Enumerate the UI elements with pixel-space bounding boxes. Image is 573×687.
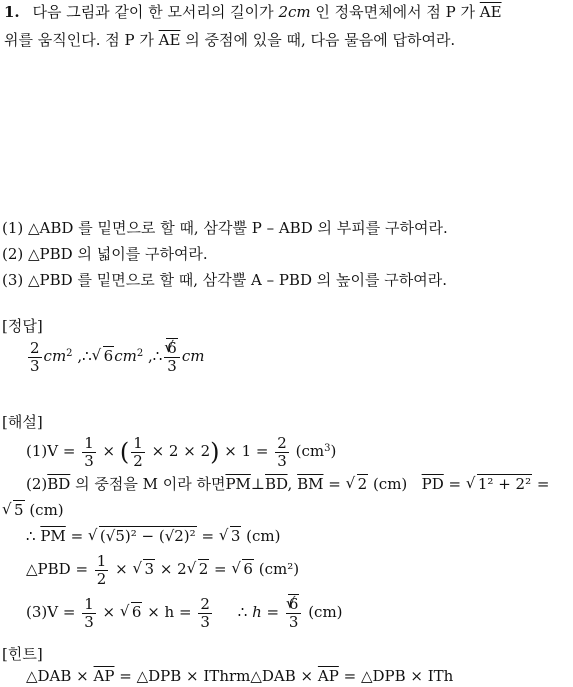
solution-step-4: △PBD = $\frac{1}{2}$ × √ 3 × 2 √ 2 = √ 6 (cm²) bbox=[26, 550, 299, 588]
answer-3-unit: cm bbox=[181, 347, 205, 365]
answer-1-fraction: $\frac{2}{3}$ bbox=[30, 338, 40, 375]
answer-separator-2: ,∴ bbox=[147, 347, 163, 365]
problem-text-b: 인 정육면체에서 점 P 가 bbox=[315, 3, 475, 21]
solution-step-2-cont: √ 5 (cm) bbox=[2, 500, 64, 520]
problem-text-c: 위를 움직인다. 점 P 가 bbox=[4, 31, 154, 49]
answer-1-unit: cm bbox=[43, 347, 67, 365]
problem-number: 1. bbox=[4, 3, 20, 21]
solution-step-2: $(2)\overline{BD}$ 의 중점을 M 이라 하면$\overline{PM}\perp\overline{BD}$, $\overline{BM}$ = √ 2 (cm) $\overline{PD}$ = √ 1² + 2² = bbox=[26, 474, 549, 494]
question-1: (1) △ABD 를 밑면으로 할 때, 삼각뿔 P – ABD 의 부피를 구하여라. bbox=[2, 219, 448, 237]
answer-heading: [정답] bbox=[2, 317, 43, 335]
segment-ae-2: $\overline{AE}$ bbox=[158, 31, 181, 49]
hint-heading: [힌트] bbox=[2, 645, 43, 663]
answer-3-fraction: √ $\frac{6}{3}$ bbox=[164, 340, 180, 375]
hint-line: △DAB × $\overline{AP}$ = △DPB × IThrm△DAB × $\overline{AP}$ = △DPB × ITh bbox=[26, 667, 454, 685]
answer-line: $\frac{2}{3}$ $cm^2$ ,∴ √ $6cm^2$ ,∴ √ $\frac{6}{3}$ cm bbox=[26, 338, 204, 375]
solution-heading: [해설] bbox=[2, 413, 43, 431]
edge-length: 2cm bbox=[278, 3, 311, 21]
solution-step-1: (1)V = $\frac{1}{3}$ × ( $\frac{1}{2}$ × 2 × 2) × 1 = $\frac{2}{3}$ $(cm^3)$ bbox=[26, 433, 337, 470]
question-3: (3) △PBD 를 밑면으로 할 때, 삼각뿔 A – PBD 의 높이를 구하여라. bbox=[2, 271, 447, 289]
answer-separator-1: ,∴ bbox=[77, 347, 92, 365]
problem-line-1 bbox=[4, 2, 502, 22]
problem-text-d: 의 중점에 있을 때, 다음 물음에 답하여라. bbox=[185, 31, 456, 49]
segment-ae: $\overline{AE}$ bbox=[479, 3, 502, 21]
solution-step-3: ∴ $\overline{PM}$ = √ (√5)² − (√2)² = √ 3 (cm) bbox=[26, 526, 280, 546]
answer-2-sqrt: √ 6 bbox=[92, 338, 115, 374]
solution-step-5: (3)V = $\frac{1}{3}$ × √ 6 × h = $\frac{2}{3}$ ∴ h = √ $\frac{6}{3}$ (cm) bbox=[26, 590, 343, 634]
problem-text-a: 다음 그림과 같이 한 모서리의 길이가 bbox=[32, 3, 274, 21]
answer-2-unit: cm bbox=[114, 347, 137, 365]
question-2: (2) △PBD 의 넓이를 구하여라. bbox=[2, 245, 208, 263]
problem-line-2 bbox=[4, 30, 455, 50]
